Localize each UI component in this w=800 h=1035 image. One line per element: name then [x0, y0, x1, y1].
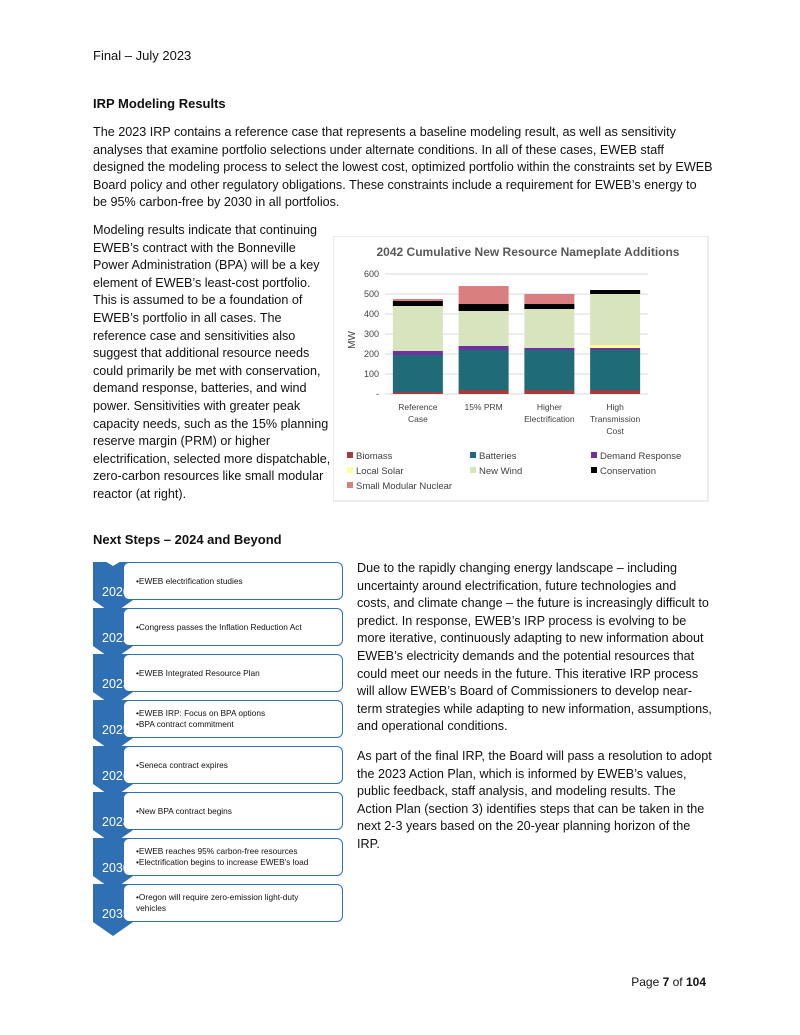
legend-label: Batteries: [479, 451, 517, 462]
chart-x-tick-label: Case: [407, 414, 428, 424]
chart-y-tick-label: -: [376, 389, 379, 399]
bar-segment-batteries: [393, 355, 443, 392]
chart-y-tick-label: 600: [363, 269, 379, 279]
bar-segment-conservation: [524, 304, 574, 309]
timeline-event-text: •New BPA contract begins: [136, 805, 232, 816]
resource-additions-chart: [333, 236, 709, 502]
legend-swatch: [347, 452, 353, 458]
timeline-event-text: •Electrification begins to increase EWEB's load: [136, 857, 309, 867]
timeline-year: 2022: [102, 631, 130, 645]
legend-label: Demand Response: [600, 451, 682, 462]
timeline-event-box: [123, 700, 343, 738]
timeline-event-text: •Seneca contract expires: [136, 759, 228, 770]
bar-segment-demand-response: [393, 351, 443, 355]
bar-segment-new-wind: [459, 311, 509, 346]
bar-segment-small-modular-nuclear: [459, 286, 509, 304]
chart-y-tick-label: 300: [363, 329, 379, 339]
bar-segment-demand-response: [524, 348, 574, 350]
intro-paragraph: The 2023 IRP contains a reference case that represents a baseline modeling result, as well as sensitivity analyses that examine portfolio selections under alternate conditions. In all of these cases, EWEB staff designed the modeling process to select the lowest cost, optimized portfolio within the constraints set by EWEB Board policy and other regulatory obligations. These constraints include a requirement for EWEB’s energy to be 95% carbon-free by 2030 in all portfolios.: [93, 125, 713, 210]
timeline-event-box: [123, 654, 343, 692]
timeline-event-text: vehicles: [136, 903, 166, 913]
timeline-item: [93, 792, 345, 832]
timeline-event-text: •EWEB reaches 95% carbon-free resources: [136, 846, 298, 856]
timeline-event-box: [123, 792, 343, 830]
timeline-item: [93, 838, 345, 878]
bar-segment-biomass: [524, 390, 574, 394]
bar-segment-small-modular-nuclear: [393, 299, 443, 301]
timeline-item: [93, 746, 345, 786]
chart-x-tick-label: Higher: [536, 402, 562, 412]
bar-segment-batteries: [459, 350, 509, 390]
timeline-event-box: [123, 562, 343, 600]
timeline-event-text: •EWEB IRP: Focus on BPA options: [136, 708, 266, 718]
section-title-modeling-results: IRP Modeling Results: [93, 96, 226, 111]
legend-swatch: [470, 452, 476, 458]
timeline-year: 2025: [102, 723, 130, 737]
footer-total-pages: 104: [685, 975, 706, 989]
timeline-year: 2026: [102, 769, 130, 783]
timeline-item: [93, 884, 345, 924]
bar-segment-new-wind: [393, 306, 443, 351]
chart-y-tick-label: 100: [363, 369, 379, 379]
section-title-next-steps: Next Steps – 2024 and Beyond: [93, 532, 282, 547]
timeline-event-text: •Oregon will require zero-emission light-duty: [136, 892, 299, 902]
timeline-event-text: •Congress passes the Inflation Reduction Act: [136, 621, 302, 632]
timeline-event-box: [123, 746, 343, 784]
timeline-year: 2028: [102, 815, 130, 829]
chart-title: 2042 Cumulative New Resource Nameplate Additions: [376, 245, 680, 259]
chart-x-tick-label: Electrification: [524, 414, 575, 424]
next-steps-text: [357, 560, 712, 866]
chart-x-tick-label: 15% PRM: [464, 402, 503, 412]
bar-segment-batteries: [524, 350, 574, 390]
chart-y-tick-label: 200: [363, 349, 379, 359]
bar-segment-new-wind: [524, 309, 574, 348]
left-column-paragraph: Modeling results indicate that continuing EWEB’s contract with the Bonneville Power Administration (BPA) will be a key element of EWEB’s least-cost portfolio. This is assumed to be a foundation of EWEB’s portfolio in all cases. The reference case and sensitivities also suggest that additional resource needs could primarily be met with conservation, demand response, batteries, and wind power. Sensitivities with greater peak capacity needs, such as the 15% planning reserve margin (PRM) or higher electrification, selected more dispatchable, zero-carbon resources like small modular reactor (at right).: [93, 223, 331, 501]
timeline-event-text: •EWEB electrification studies: [136, 575, 243, 586]
bar-segment-batteries: [590, 350, 640, 390]
timeline-item: [93, 562, 345, 602]
bar-segment-biomass: [393, 392, 443, 394]
timeline-year: 2035: [102, 907, 130, 921]
footer-prefix: Page: [631, 975, 663, 989]
bar-segment-demand-response: [590, 348, 640, 350]
chart-y-tick-label: 400: [363, 309, 379, 319]
legend-label: Small Modular Nuclear: [356, 481, 453, 492]
next-steps-paragraph-1: Due to the rapidly changing energy landscape – including uncertainty around electrification, future technologies and costs, and climate change – the future is increasingly difficult to predict. In response, EWEB’s IRP process is evolving to be more iterative, continuously adapting to new information about EWEB’s electricity demands and the potential resources that could meet our needs in the future. This iterative IRP process will allow EWEB’s Board of Commissioners to develop near-term strategies while adapting to new information, assumptions, and operational conditions.: [357, 561, 712, 734]
page-footer: [631, 975, 706, 989]
bar-segment-biomass: [459, 390, 509, 394]
legend-swatch: [347, 482, 353, 488]
bar-segment-conservation: [393, 301, 443, 306]
chart-x-tick-label: Reference: [398, 402, 438, 412]
next-steps-paragraph-2: As part of the final IRP, the Board will pass a resolution to adopt the 2023 Action Plan, which is informed by EWEB’s values, public feedback, staff analysis, and modeling results. The Action Plan (section 3) identifies steps that can be taken in the next 2-3 years based on the 20-year planning horizon of the IRP.: [357, 748, 712, 851]
legend-label: Local Solar: [356, 466, 404, 477]
bar-segment-demand-response: [459, 346, 509, 350]
chart-x-tick-label: Transmission: [590, 414, 641, 424]
timeline-item: [93, 654, 345, 694]
bar-segment-conservation: [590, 290, 640, 294]
chart-x-tick-label: Cost: [606, 426, 624, 436]
bar-segment-new-wind: [590, 294, 640, 345]
bar-segment-conservation: [459, 304, 509, 311]
legend-label: Biomass: [356, 451, 393, 462]
chart-y-tick-label: 500: [363, 289, 379, 299]
bar-segment-biomass: [590, 390, 640, 394]
timeline-year: 2030: [102, 861, 130, 875]
footer-page-number: 7: [662, 975, 670, 989]
timeline-event-box: [123, 608, 343, 646]
timeline-event-box: [123, 884, 343, 922]
bar-segment-small-modular-nuclear: [524, 294, 574, 304]
chart-x-tick-label: High: [606, 402, 624, 412]
footer-of: of: [669, 975, 686, 989]
legend-label: New Wind: [479, 466, 523, 477]
chart-y-axis-label: MW: [347, 331, 358, 349]
bar-segment-local-solar: [590, 345, 640, 348]
header-label: Final – July 2023: [93, 48, 192, 63]
timeline-event-text: •BPA contract commitment: [136, 719, 234, 729]
legend-swatch: [591, 452, 597, 458]
timeline-event-box: [123, 838, 343, 876]
timeline-event-text: •EWEB Integrated Resource Plan: [136, 667, 260, 678]
legend-label: Conservation: [600, 466, 656, 477]
timeline-year: 2023: [102, 677, 130, 691]
timeline-year: 2020: [102, 585, 130, 599]
legend-swatch: [591, 467, 597, 473]
legend-swatch: [470, 467, 476, 473]
timeline-item: [93, 608, 345, 648]
legend-swatch: [347, 467, 353, 473]
timeline-item: [93, 700, 345, 740]
